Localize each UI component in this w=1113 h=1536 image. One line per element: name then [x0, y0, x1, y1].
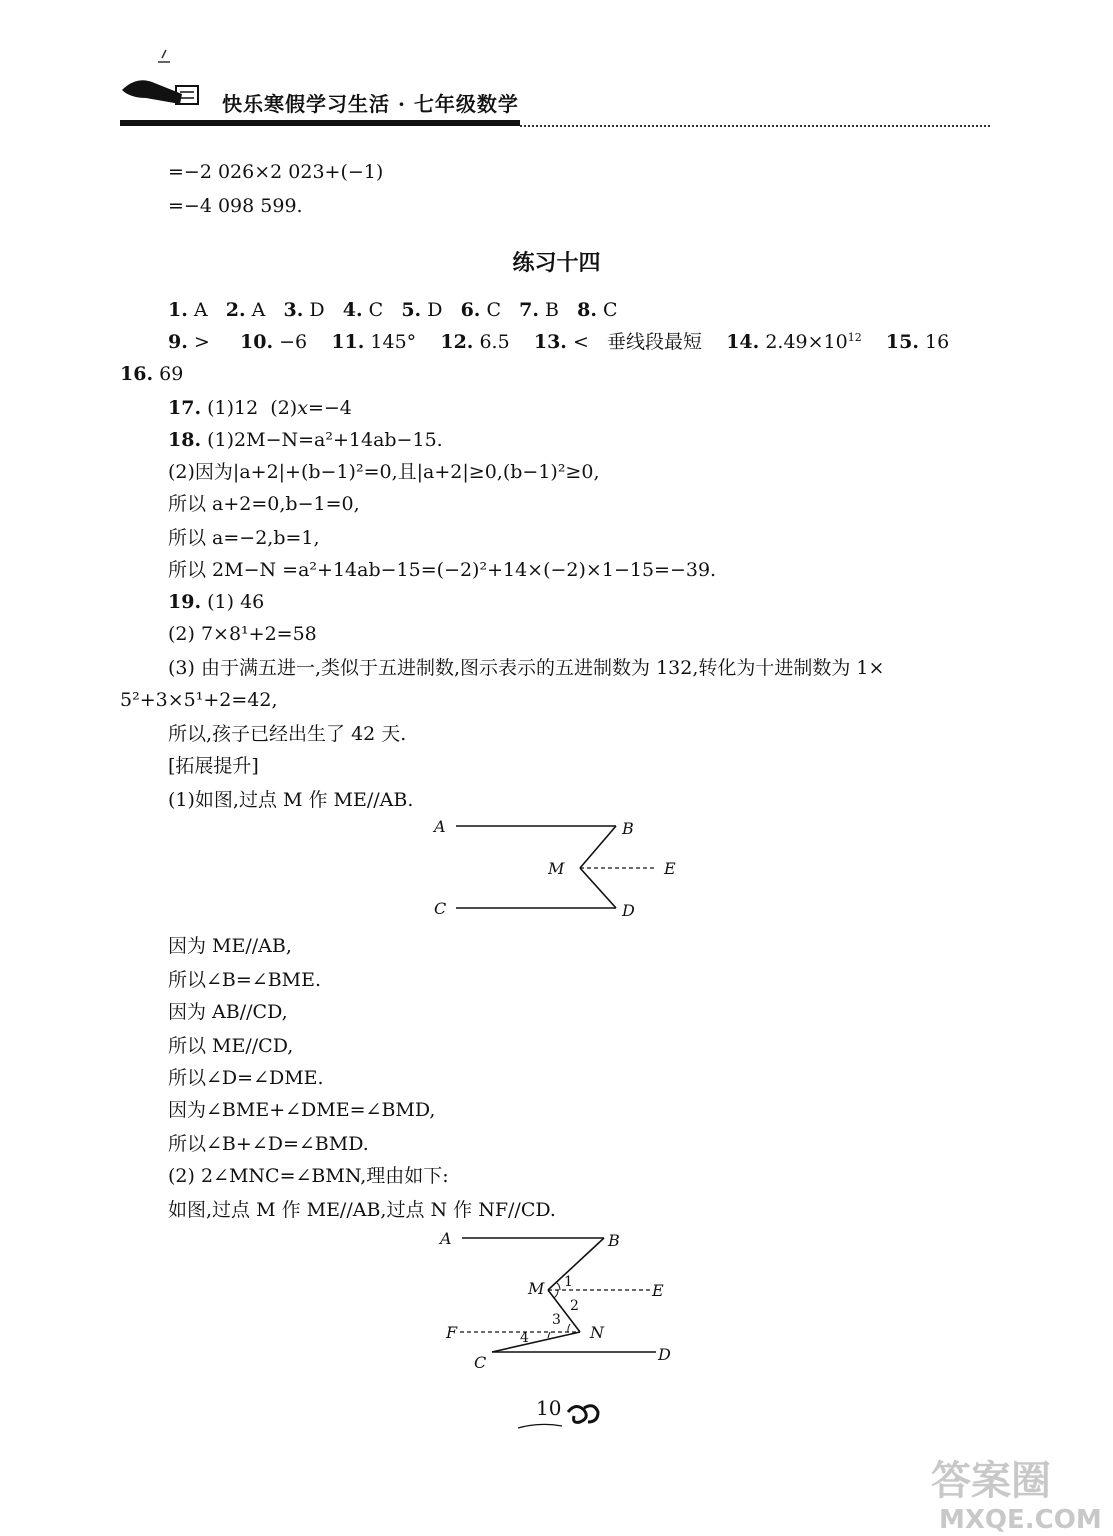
angle-3-arc — [568, 1324, 570, 1332]
header-dotted-rule — [520, 125, 990, 127]
figure-2 — [430, 1224, 700, 1370]
proof1-line-4: 所以 ME//CD, — [168, 1035, 294, 1057]
label-e: E — [652, 1281, 664, 1300]
label-c: C — [474, 1353, 487, 1370]
watermark-text-top: 答案圈 — [931, 1458, 1051, 1504]
segment-nc — [492, 1332, 580, 1352]
angle-4-label: 4 — [520, 1330, 529, 1346]
proof1-line-3: 因为 AB//CD, — [168, 1001, 288, 1023]
q18-line-4: 所以 a=−2,b=1, — [168, 527, 320, 549]
extension-part1-intro: (1)如图,过点 M 作 ME//AB. — [168, 789, 414, 811]
calc-line-2: =−4 098 599. — [168, 195, 303, 217]
label-d: D — [658, 1345, 671, 1364]
angle-1-arc — [556, 1282, 560, 1290]
watermark-text-bottom: MXQE.COM — [939, 1505, 1102, 1535]
segment-bm — [580, 826, 616, 868]
q19-line-1: 19. (1) 46 — [168, 591, 265, 613]
segment-md — [580, 868, 616, 908]
extension-part2-claim: (2) 2∠MNC=∠BMN,理由如下: — [168, 1165, 449, 1187]
answer-17: 17. (1)12 (2)x=−4 — [168, 397, 352, 419]
q19-line-4: 5²+3×5¹+2=42, — [120, 689, 278, 711]
label-e: E — [664, 859, 676, 878]
page-number: 10 — [536, 1396, 562, 1420]
label-a: A — [434, 817, 446, 836]
label-m: M — [548, 859, 565, 878]
proof1-line-2: 所以∠B=∠BME. — [168, 969, 322, 991]
q18-line-1: 18. (1)2M−N=a²+14ab−15. — [168, 429, 443, 451]
label-b: B — [608, 1231, 620, 1250]
angle-2-label: 2 — [570, 1298, 579, 1314]
q19-line-2: (2) 7×8¹+2=58 — [168, 623, 317, 645]
extension-part2-intro: 如图,过点 M 作 ME//AB,过点 N 作 NF//CD. — [168, 1199, 556, 1221]
proof1-line-5: 所以∠D=∠DME. — [168, 1067, 324, 1089]
figure-1 — [420, 812, 700, 924]
angle-2-arc — [554, 1290, 558, 1298]
q19-line-3: (3) 由于满五进一,类似于五进制数,图示表示的五进制数为 132,转化为十进制数为 1× — [168, 657, 885, 679]
angle-3-label: 3 — [552, 1312, 561, 1328]
q19-line-5: 所以,孩子已经出生了 42 天. — [168, 723, 407, 745]
proof1-line-6: 因为∠BME+∠DME=∠BMD, — [168, 1099, 436, 1121]
answers-row-2: 9. > 10. −6 11. 145° 12. 6.5 13. < 垂线段最短 14. $2.49\times 10^{12}$ 15. 16 — [168, 331, 950, 353]
proof1-line-1: 因为 ME//AB, — [168, 935, 292, 957]
label-c: C — [434, 899, 447, 918]
watermark-logo — [925, 1448, 1105, 1536]
label-m: M — [528, 1279, 545, 1298]
angle-4-arc — [548, 1332, 550, 1338]
answers-row-1: 1. A 2. A 3. D 4. C 5. D 6. C 7. B 8. C — [168, 299, 618, 321]
label-f: F — [446, 1323, 458, 1342]
label-b: B — [622, 819, 634, 838]
label-n: N — [590, 1323, 604, 1342]
header-rule — [120, 120, 520, 126]
header-title: 快乐寒假学习生活 · 七年级数学 — [222, 92, 519, 116]
label-a: A — [440, 1229, 452, 1248]
q18-line-3: 所以 a+2=0,b−1=0, — [168, 493, 360, 515]
answer-16: 16. 69 — [120, 363, 184, 385]
q18-line-5: 所以 2M−N =a²+14ab−15=(−2)²+14×(−2)×1−15=−39. — [168, 559, 717, 581]
section-title: 练习十四 — [512, 250, 601, 276]
extension-title: [拓展提升] — [168, 755, 259, 777]
label-d: D — [622, 901, 635, 920]
q18-line-2: (2)因为|a+2|+(b−1)²=0,且|a+2|≥0,(b−1)²≥0, — [168, 461, 600, 483]
proof1-line-7: 所以∠B+∠D=∠BMD. — [168, 1133, 369, 1155]
angle-1-label: 1 — [564, 1274, 573, 1290]
calc-line-1: =−2 026×2 023+(−1) — [168, 161, 384, 183]
header-logo-icon — [118, 48, 208, 120]
